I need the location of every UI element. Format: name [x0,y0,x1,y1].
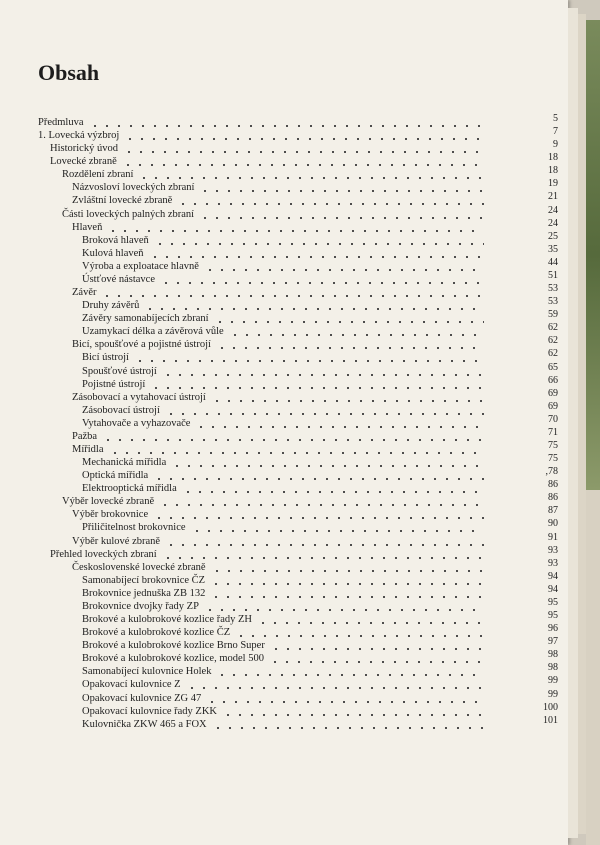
toc-entry-page: 35 [548,243,558,255]
toc-entry-page: 24 [548,204,558,216]
toc-entry [82,322,558,338]
toc-entry-page: 62 [548,348,558,360]
toc-entry-label: Výběr kulové zbraně [72,535,161,547]
toc-entry [72,531,558,548]
toc-entry-label: Optická mířidla [82,470,149,482]
toc-entry [82,269,558,286]
toc-entry-label: Bicí ústrojí [82,352,129,364]
toc-entry-label: Samonabíjecí kulovnice Holek [82,666,212,678]
toc-entry-label: Elektrooptická mířidla [82,483,177,495]
toc-entry [82,374,558,391]
toc-entry [82,583,558,600]
toc-entry [50,544,558,561]
toc-entry-page: 98 [548,649,558,661]
toc-entry-page: 18 [548,165,558,177]
toc-entry-label: Pojistné ústrojí [82,378,146,390]
toc-entry [82,453,558,469]
toc-entry-page: 87 [548,505,558,517]
toc-entry [82,662,558,678]
toc-entry [50,152,558,168]
toc-entry-label: Zásobovací a vytahovací ústrojí [72,391,206,403]
toc-entry-page: 93 [548,557,558,569]
toc-entry [82,596,558,613]
toc-entry-page: 95 [548,596,558,608]
toc-entry [82,309,558,325]
toc-entry-page: 69 [548,400,558,412]
toc-entry-page: 98 [548,662,558,674]
toc-entry-page: 66 [548,374,558,386]
toc-entry [82,479,558,495]
toc-entry [82,649,558,665]
toc-entry-page: 99 [548,675,558,687]
toc-entry-label: Části loveckých palných zbraní [62,208,195,220]
toc-entry-label: Brokovnice jednuška ZB 132 [82,587,206,599]
page-edge [568,8,578,838]
toc-entry-label: Československé lovecké zbraně [72,561,206,573]
toc-leader-dots [212,721,484,731]
toc-entry-label: Druhy závěrů [82,300,140,312]
toc-entry-page: 5 [553,113,558,124]
toc-entry-page: 19 [548,178,558,190]
toc-entry [82,701,558,718]
toc-entry [38,126,558,142]
toc-entry-label: Spoušťové ústrojí [82,365,157,377]
toc-entry-page: 75 [548,440,558,451]
toc-entry-label: Pažba [72,430,98,442]
toc-entry [82,361,558,378]
toc-entry-page: ,78 [545,466,558,478]
toc-entry-label: Kulová hlaveň [82,247,144,259]
toc-entry-page: 18 [548,152,558,164]
toc-entry [82,688,558,705]
toc-entry-label: Brokovnice dvojky řady ZP [82,600,199,612]
toc-entry-page: 75 [548,453,558,465]
toc-entry-page: 59 [548,309,558,321]
toc-entry [82,400,558,417]
toc-entry [82,636,558,652]
toc-entry [82,413,558,430]
toc-entry-label: 1. Lovecká výzbroj [38,130,120,142]
toc-entry-page: 70 [548,413,558,425]
toc-entry-page: 24 [548,217,558,229]
toc-entry-page: 101 [543,714,558,726]
toc-entry-label: Kulovnička ZKW 465 a FOX [82,718,207,730]
toc-entry-page: 62 [548,322,558,334]
toc-entry-label: Výběr lovecké zbraně [62,496,155,508]
toc-entry [72,217,558,234]
toc-entry-page: 91 [548,531,558,543]
toc-entry [82,570,558,587]
toc-entry [72,387,558,404]
toc-entry-page: 62 [548,335,558,347]
toc-entry [82,466,558,482]
toc-entry-label: Výroba a exploatace hlavně [82,260,199,272]
toc-entry-label: Brokové a kulobrokové kozlice ČZ [82,627,231,639]
toc-entry [82,296,558,312]
toc-entry-label: Samonabíjecí brokovnice ČZ [82,574,206,586]
toc-entry [72,426,558,443]
toc-entry [82,518,558,534]
toc-entry-page: 53 [548,283,558,295]
toc-entry-label: Brokové a kulobrokové kozlice řady ZH [82,614,252,626]
toc-entry-label: Hlaveň [72,221,103,233]
toc-entry [82,623,558,639]
toc-entry-label: Závěry samonabíjecích zbraní [82,313,209,325]
book-cover-edge [586,20,600,490]
toc-entry-page: 21 [548,191,558,203]
toc-entry-page: 99 [548,688,558,700]
toc-entry [82,675,558,691]
toc-entry-label: Opakovací kulovnice řady ZKK [82,705,217,717]
toc-entry-label: Vytahovače a vyhazovače [82,417,191,429]
toc-entry [50,139,558,155]
page-edge [586,490,600,845]
toc-entry-page: 69 [548,387,558,399]
toc-entry [38,113,558,129]
toc-entry [82,243,558,260]
toc-entry-label: Rozdělení zbraní [62,169,134,181]
toc-entry [72,557,558,574]
toc-entry-label: Přiličitelnost brokovnice [82,522,186,534]
toc-entry-label: Přehled loveckých zbraní [50,548,157,560]
toc-entry [82,610,558,626]
toc-entry [82,230,558,247]
toc-entry-page: 94 [548,583,558,595]
toc-entry-label: Broková hlaveň [82,234,149,246]
toc-entry-label: Uzamykací délka a závěrová vůle [82,326,224,338]
toc-entry [62,492,558,508]
toc-entry-page: 97 [548,636,558,648]
toc-entry-label: Mířidla [72,444,104,455]
toc-entry [62,204,558,221]
toc-entry-label: Historický úvod [50,143,118,155]
toc-entry [62,165,558,181]
toc-entry-label: Výběr brokovnice [72,509,149,521]
toc-entry-label: Brokové a kulobrokové kozlice Brno Super [82,640,265,652]
toc-entry [72,440,558,456]
toc-entry-page: 7 [553,126,558,138]
toc-entry [82,256,558,273]
toc-entry-label: Mechanická mířidla [82,457,167,469]
toc-entry-page: 86 [548,479,558,491]
toc-entry [72,335,558,351]
toc-entry-page: 9 [553,139,558,151]
toc-entry [82,348,558,364]
toc-entry-page: 90 [548,518,558,530]
page-title: Obsah [38,60,100,85]
toc-entry-page: 93 [548,544,558,556]
toc-entry-page: 94 [548,570,558,582]
toc-entry-page: 53 [548,296,558,308]
toc-entry [72,178,558,194]
toc-entry-label: Brokové a kulobrokové kozlice, model 500 [82,653,264,665]
toc-entry-label: Zásobovací ústrojí [82,404,160,416]
toc-entry-label: Bicí, spoušťové a pojistné ústrojí [72,339,211,351]
toc-entry-page: 95 [548,610,558,622]
toc-entry-page: 86 [548,492,558,504]
toc-entry-label: Opakovací kulovnice ZG 47 [82,692,202,704]
toc-entry-label: Závěr [72,287,97,299]
toc-entry-label: Názvosloví loveckých zbraní [72,182,195,194]
toc-entry [72,505,558,521]
toc-entry-page: 25 [548,230,558,242]
page-edge [578,14,586,834]
toc-entry-label: Lovecké zbraně [50,156,117,168]
toc-entry-page: 96 [548,623,558,635]
toc-entry-page: 71 [548,426,558,438]
toc-entry [72,191,558,207]
toc-entry-label: Předmluva [38,117,84,128]
toc-entry-page: 51 [548,269,558,281]
toc-entry-label: Zvláštní lovecké zbraně [72,195,173,207]
toc-entry-page: 65 [548,361,558,373]
toc-entry-label: Opakovací kulovnice Z [82,679,181,691]
toc-entry-page: 44 [548,256,558,268]
toc-entry [72,283,558,299]
toc-entry-label: Ústťové nástavce [82,273,156,285]
toc-entry-page: 100 [543,701,558,713]
toc-entry [82,714,558,731]
